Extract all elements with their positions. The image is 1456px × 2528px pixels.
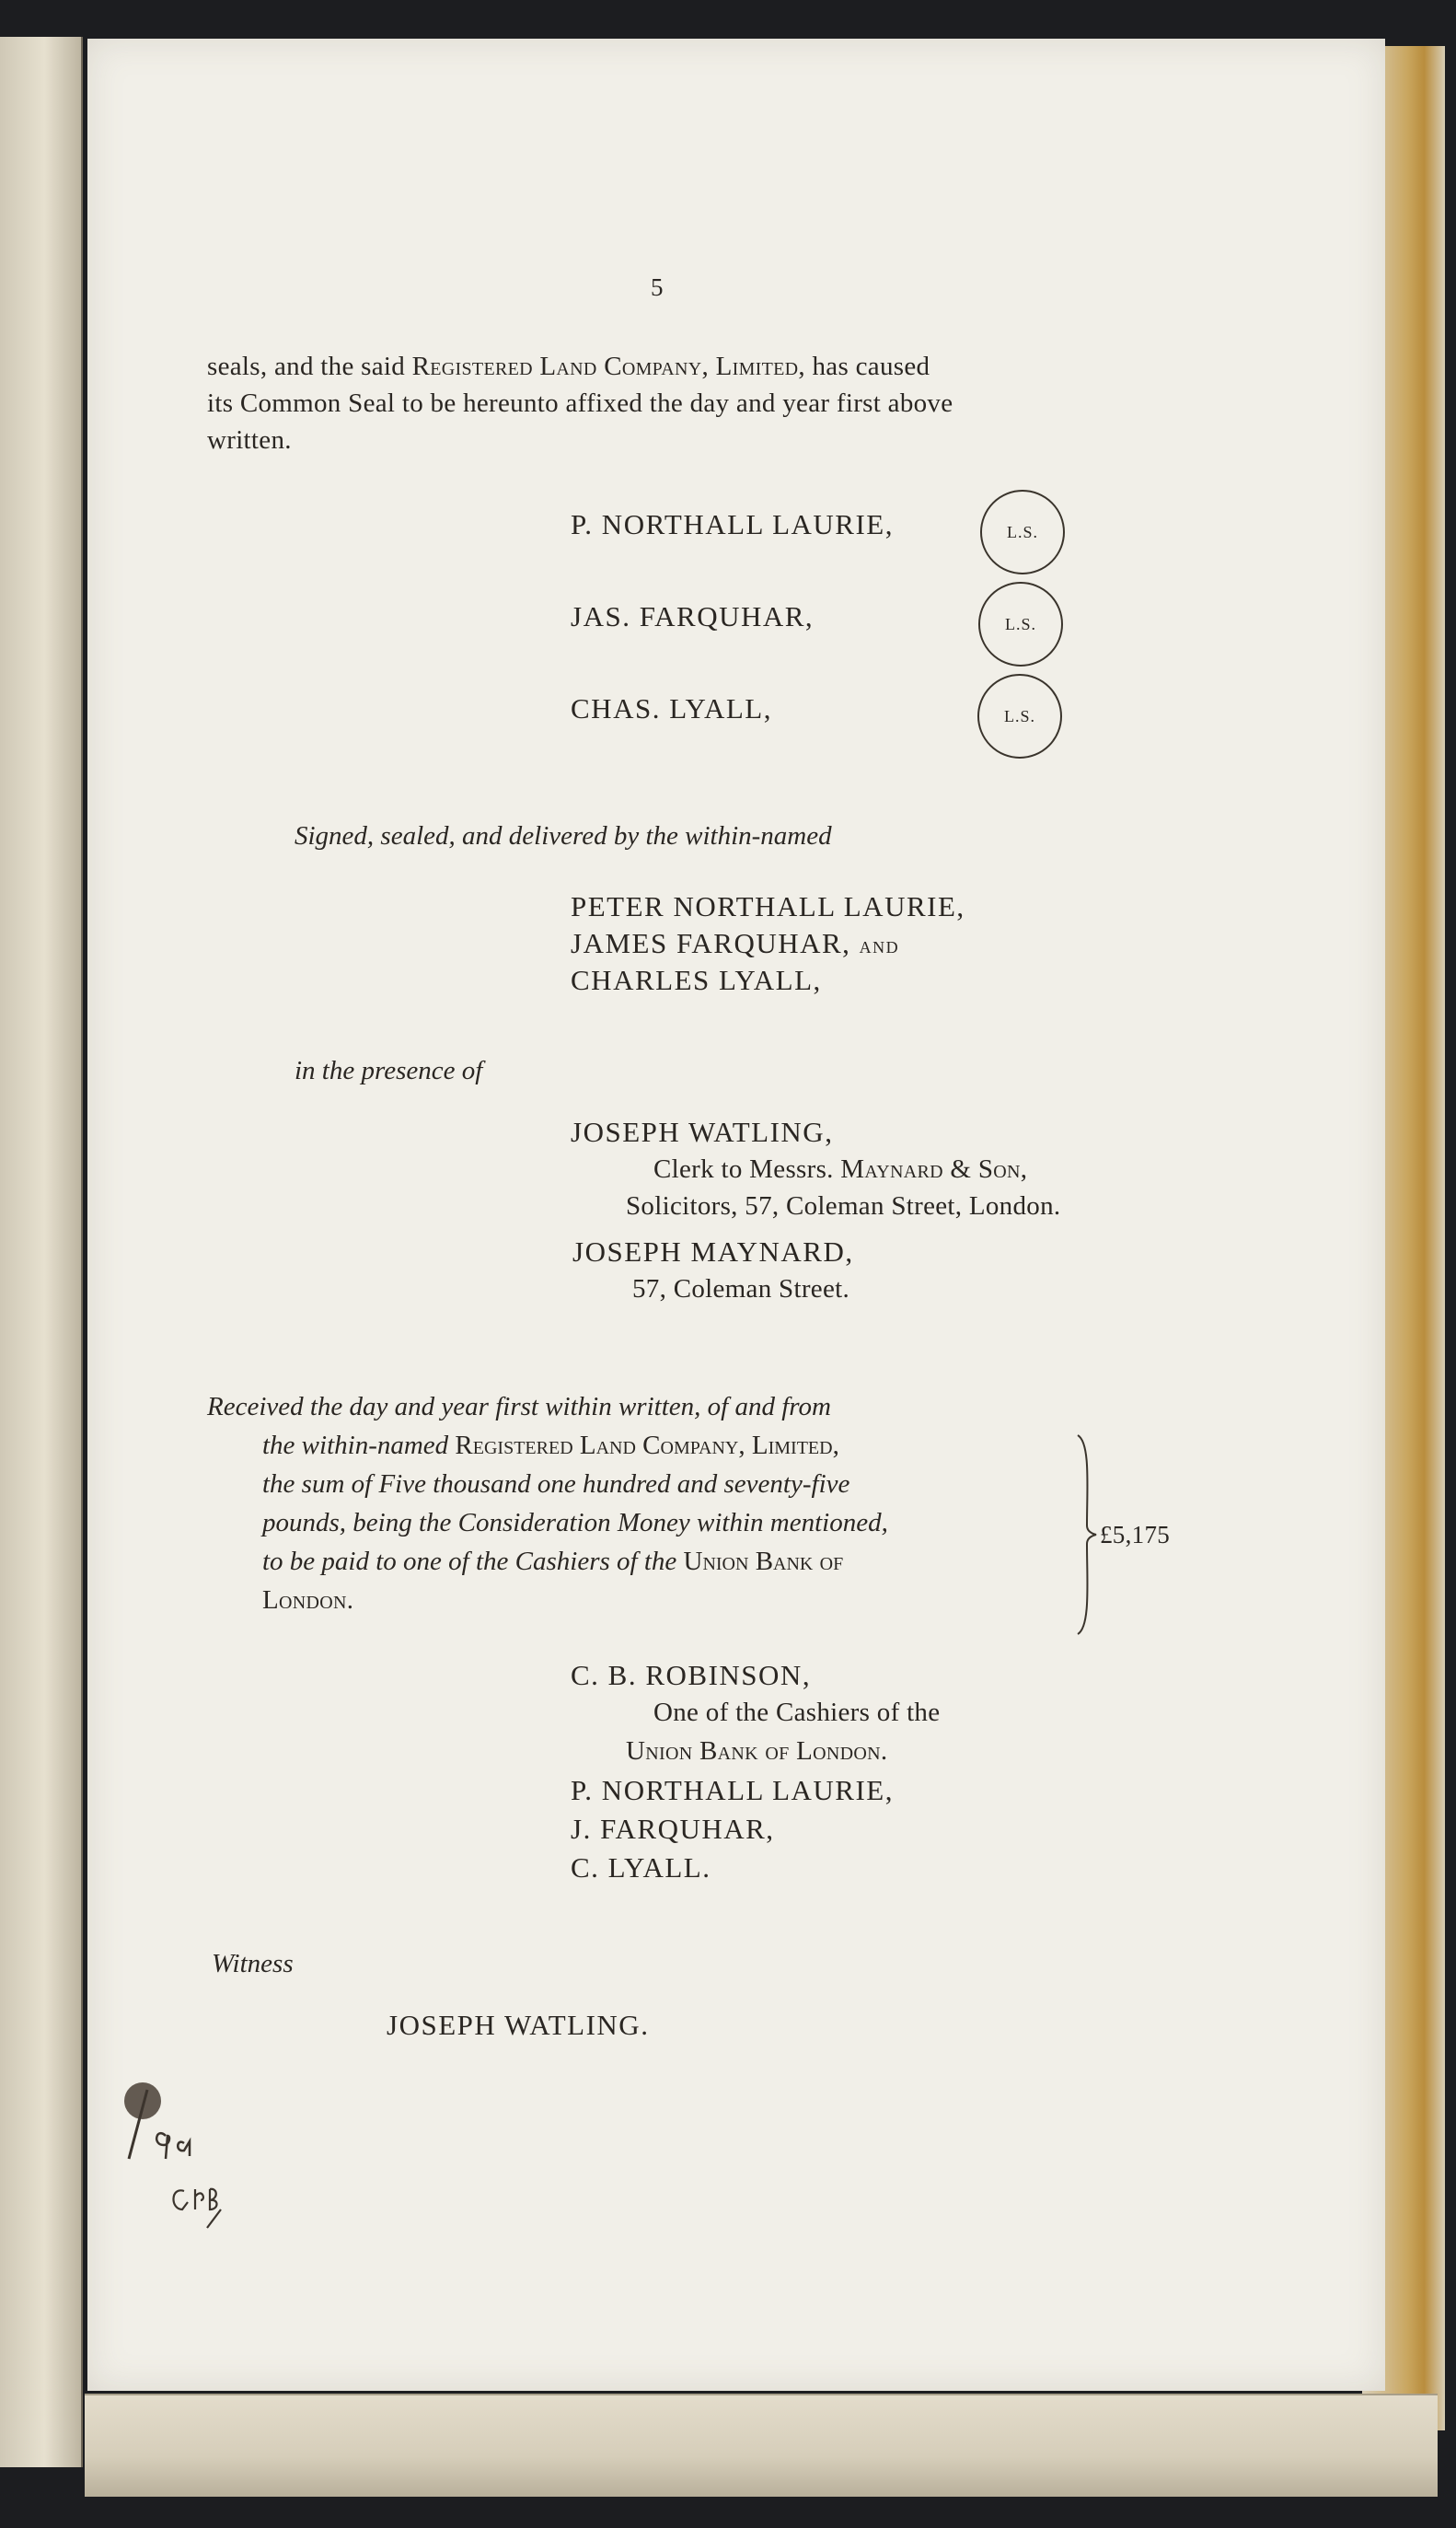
receipt-signatory: P. NORTHALL LAURIE, bbox=[571, 1774, 894, 1806]
seal-ls bbox=[978, 582, 1063, 667]
firm-name: Maynard & Son, bbox=[840, 1154, 1028, 1184]
intro-line-3: written. bbox=[207, 425, 292, 455]
page-number: 5 bbox=[651, 273, 664, 301]
intro-text: , has caused bbox=[798, 352, 930, 381]
page-bottom-edge bbox=[85, 2394, 1438, 2497]
seal-ls bbox=[977, 674, 1062, 759]
intro-text: seals, and the said bbox=[207, 352, 412, 381]
handwritten-note-mark bbox=[110, 2071, 295, 2246]
curly-brace bbox=[1074, 1433, 1098, 1636]
receipt-signatory: J. FARQUHAR, bbox=[571, 1813, 775, 1845]
seal-label: L.S. bbox=[1003, 706, 1035, 725]
seal-label: L.S. bbox=[1004, 614, 1036, 633]
bank-name: Union Bank of London. bbox=[626, 1736, 888, 1766]
signatory-name: CHAS. LYALL, bbox=[571, 692, 772, 725]
seal-label: L.S. bbox=[1006, 522, 1038, 541]
intro-line-1 bbox=[207, 352, 930, 382]
signed-name: PETER NORTHALL LAURIE, bbox=[571, 890, 965, 922]
receipt-line: the sum of Five thousand one hundred and seventy-five bbox=[262, 1469, 850, 1499]
witness-occupation bbox=[653, 1154, 1027, 1185]
receipt-signatory: C. LYALL. bbox=[571, 1851, 711, 1884]
signatory-name: JAS. FARQUHAR, bbox=[571, 600, 815, 632]
receipt-line: London. bbox=[262, 1585, 354, 1615]
cashier-name: C. B. ROBINSON, bbox=[571, 1659, 812, 1691]
receipt-amount: £5,175 bbox=[1100, 1521, 1171, 1548]
receipt-line bbox=[262, 1431, 839, 1461]
witness-address: Solicitors, 57, Coleman Street, London. bbox=[626, 1191, 1061, 1221]
signed-caption: Signed, sealed, and delivered by the within-named bbox=[295, 821, 832, 851]
receipt-line: Received the day and year first within written, of and from bbox=[207, 1392, 831, 1421]
occupation-text: Clerk to Messrs. bbox=[653, 1154, 841, 1184]
presence-caption: in the presence of bbox=[295, 1056, 483, 1085]
adjacent-page-edge bbox=[0, 37, 83, 2467]
witness-name: JOSEPH WATLING, bbox=[571, 1116, 834, 1148]
signed-name-row bbox=[571, 927, 899, 960]
witness-name: JOSEPH MAYNARD, bbox=[572, 1235, 854, 1268]
signed-name: CHARLES LYALL, bbox=[571, 964, 822, 996]
seal-ls bbox=[980, 490, 1065, 574]
receipt-text: the within-named bbox=[262, 1431, 456, 1460]
receipt-line: pounds, being the Consideration Money within mentioned, bbox=[262, 1508, 888, 1537]
cashier-title: One of the Cashiers of the bbox=[653, 1698, 941, 1727]
and-word: and bbox=[859, 932, 900, 958]
witness-name: JOSEPH WATLING. bbox=[387, 2009, 650, 2041]
receipt-text: to be paid to one of the Cashiers of the bbox=[262, 1547, 684, 1576]
company-name: Registered Land Company, Limited, bbox=[455, 1431, 839, 1460]
intro-line-2: its Common Seal to be hereunto affixed the day and year first above bbox=[207, 388, 953, 418]
signatory-name: P. NORTHALL LAURIE, bbox=[571, 508, 894, 540]
receipt-line bbox=[262, 1547, 843, 1577]
document-page bbox=[87, 39, 1385, 2391]
witness-address: 57, Coleman Street. bbox=[632, 1274, 850, 1304]
witness-caption: Witness bbox=[212, 1949, 294, 1978]
signed-name: JAMES FARQUHAR, bbox=[571, 927, 851, 959]
company-name: Registered Land Company, Limited bbox=[411, 352, 799, 381]
bank-name: Union Bank of bbox=[683, 1547, 844, 1576]
